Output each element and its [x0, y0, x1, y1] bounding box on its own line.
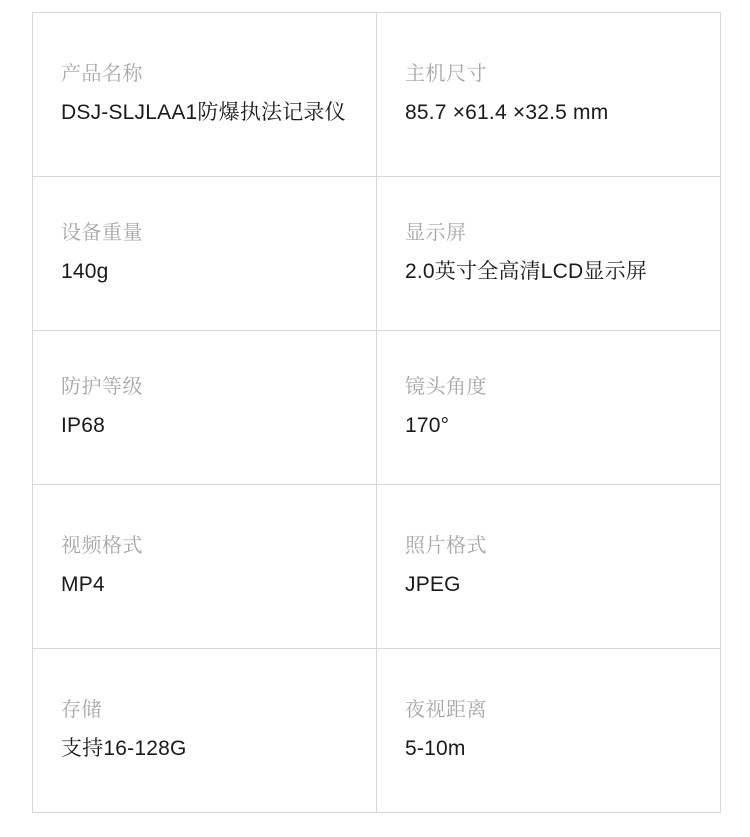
specifications-table: [32, 12, 721, 813]
spec-cell-product-name: [33, 13, 377, 177]
spec-cell-protection-rating: [33, 331, 377, 485]
spec-cell-night-vision-distance: [377, 649, 721, 813]
table-row: [33, 649, 721, 813]
table-row: [33, 485, 721, 649]
spec-value: 5-10m: [405, 737, 466, 761]
spec-label: 视频格式: [61, 535, 143, 558]
spec-cell-photo-format: [377, 485, 721, 649]
spec-label: 夜视距离: [405, 699, 487, 722]
spec-cell-lens-angle: [377, 331, 721, 485]
spec-cell-dimensions: [377, 13, 721, 177]
table-row: [33, 331, 721, 485]
spec-value: 85.7 ×61.4 ×32.5 mm: [405, 101, 609, 125]
spec-label: 显示屏: [405, 222, 467, 245]
spec-value: 2.0英寸全高清LCD显示屏: [405, 260, 648, 284]
spec-cell-video-format: [33, 485, 377, 649]
spec-cell-weight: [33, 177, 377, 331]
spec-value: 支持16-128G: [61, 737, 187, 761]
table-row: [33, 13, 721, 177]
spec-value: JPEG: [405, 573, 461, 597]
spec-value: DSJ-SLJLAA1防爆执法记录仪: [61, 101, 346, 125]
spec-value: 140g: [61, 260, 109, 284]
spec-label: 防护等级: [61, 376, 143, 399]
spec-value: MP4: [61, 573, 105, 597]
spec-label: 存储: [61, 699, 102, 722]
spec-value: 170°: [405, 414, 450, 438]
spec-label: 产品名称: [61, 63, 143, 86]
spec-cell-storage: [33, 649, 377, 813]
spec-label: 镜头角度: [405, 376, 487, 399]
spec-value: IP68: [61, 414, 105, 438]
spec-cell-display: [377, 177, 721, 331]
spec-label: 主机尺寸: [405, 63, 487, 86]
spec-label: 设备重量: [61, 222, 143, 245]
table-row: [33, 177, 721, 331]
spec-label: 照片格式: [405, 535, 487, 558]
